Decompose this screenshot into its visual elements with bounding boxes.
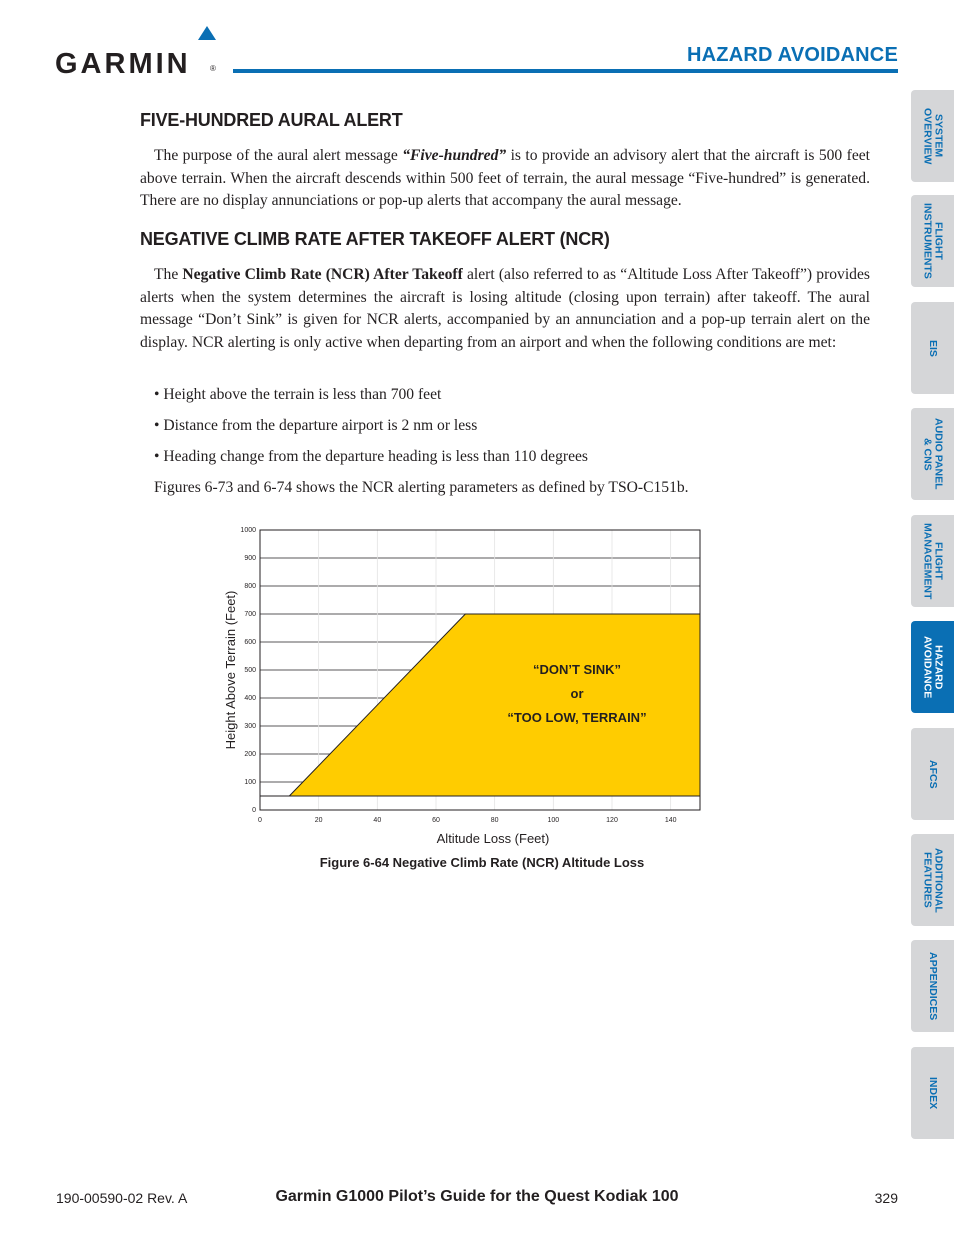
- page-number: 329: [874, 1190, 898, 1206]
- x-tick-label: 100: [547, 817, 560, 824]
- section2-paragraph: [140, 264, 870, 354]
- y-tick-label: 900: [244, 555, 256, 562]
- y-tick-label: 1000: [240, 527, 256, 534]
- tab-index[interactable]: [911, 1047, 954, 1139]
- bullet-item: • Heading change from the departure heading is less than 110 degrees: [154, 448, 588, 465]
- section-title: HAZARD AVOIDANCE: [687, 44, 898, 66]
- guide-title: Garmin G1000 Pilot’s Guide for the Quest Kodiak 100: [275, 1188, 679, 1205]
- x-tick-label: 80: [490, 817, 499, 824]
- x-tick-label: 120: [606, 817, 618, 824]
- section2-bold: Negative Climb Rate (NCR) After Takeoff: [182, 266, 463, 283]
- header-rule: [233, 69, 898, 73]
- tab-flight-instruments[interactable]: [911, 195, 954, 287]
- tab-label: INDEX: [927, 1076, 939, 1110]
- garmin-triangle-icon: [198, 26, 216, 40]
- tab-hazard-avoidance[interactable]: [911, 621, 954, 713]
- tab-audio-panel-cns[interactable]: [911, 408, 954, 500]
- tab-label: SYSTEM OVERVIEW: [921, 107, 945, 165]
- logo-text: GARMIN: [55, 48, 191, 80]
- section2-text-after: alert (also referred to as “Altitude Loss After Takeoff”) provides alerts when the system determines the aircraft is losing altitude (closing upon terrain) after takeoff. The aural message “Don’t Sink” is given for NCR alerts, accompanied by an annunciation and a pop-up terrain alert on the display. NCR alerting is only active when departing from an airport and when the following conditions are met:: [140, 266, 870, 351]
- annotation-dont-sink: “DON’T SINK”: [532, 662, 622, 677]
- y-tick-label: 100: [244, 779, 256, 786]
- y-tick-label: 400: [244, 695, 256, 702]
- y-tick-label: 700: [244, 611, 256, 618]
- x-tick-label: 140: [664, 817, 677, 824]
- garmin-logo: [55, 26, 220, 78]
- figure-caption: Figure 6-64 Negative Climb Rate (NCR) Altitude Loss: [319, 855, 645, 870]
- section2-text-before: The: [154, 266, 183, 283]
- y-tick-label: 200: [244, 751, 256, 758]
- annotation-or: or: [570, 686, 584, 701]
- tab-appendices[interactable]: [911, 940, 954, 1032]
- ncr-chart: [215, 520, 715, 850]
- bullet-item: • Distance from the departure airport is 2 nm or less: [154, 417, 478, 434]
- y-tick-label: 500: [244, 667, 256, 674]
- tab-label: AFCS: [927, 759, 939, 789]
- tab-label: FLIGHT INSTRUMENTS: [921, 203, 945, 279]
- tab-afcs[interactable]: [911, 728, 954, 820]
- section1-paragraph: [140, 145, 870, 213]
- bullet-item: • Height above the terrain is less than 700 feet: [154, 386, 442, 403]
- y-tick-label: 300: [244, 723, 256, 730]
- tab-label: FLIGHT MANAGEMENT: [921, 522, 945, 600]
- x-tick-label: 60: [432, 817, 440, 824]
- y-tick-label: 800: [244, 583, 256, 590]
- tab-label: HAZARD AVOIDANCE: [921, 635, 945, 699]
- tab-label: APPENDICES: [927, 951, 939, 1021]
- annotation-too-low-terrain: “TOO LOW, TERRAIN”: [507, 710, 647, 725]
- tab-system-overview[interactable]: [911, 90, 954, 182]
- section1-text-after: is to provide an advisory alert that the aircraft is 500 feet above terrain. When the aircraft descends within 500 feet of terrain, the aural message “Five-hundred” is generated. There are no display annunciations or pop-up alerts that accompany the aural message.: [140, 147, 870, 210]
- tab-flight-management[interactable]: [911, 515, 954, 607]
- section1-emphasis: “Five-hundred”: [402, 147, 507, 164]
- section1-heading: FIVE-HUNDRED AURAL ALERT: [140, 110, 403, 130]
- tab-label: EIS: [927, 339, 939, 357]
- doc-number: 190-00590-02 Rev. A: [56, 1190, 188, 1206]
- x-tick-label: 20: [314, 817, 323, 824]
- y-axis-label: Height Above Terrain (Feet): [223, 590, 238, 750]
- x-tick-label: 40: [373, 817, 382, 824]
- tab-label: AUDIO PANEL & CNS: [921, 418, 945, 490]
- section2-heading: NEGATIVE CLIMB RATE AFTER TAKEOFF ALERT (NCR): [140, 229, 610, 249]
- tab-label: ADDITIONAL FEATURES: [921, 847, 945, 913]
- alert-region: [289, 614, 700, 796]
- registered-mark: ®: [210, 64, 216, 73]
- y-tick-label: 0: [252, 807, 256, 814]
- section1-text-before: The purpose of the aural alert message: [154, 147, 403, 164]
- chart-area-layer: [260, 614, 700, 796]
- x-tick-label: 0: [258, 817, 262, 824]
- tab-eis[interactable]: [911, 302, 954, 394]
- figures-reference: Figures 6-73 and 6-74 shows the NCR alerting parameters as defined by TSO-C151b.: [154, 479, 689, 496]
- tab-additional-features[interactable]: [911, 834, 954, 926]
- x-axis-label: Altitude Loss (Feet): [436, 831, 550, 846]
- y-tick-label: 600: [244, 639, 256, 646]
